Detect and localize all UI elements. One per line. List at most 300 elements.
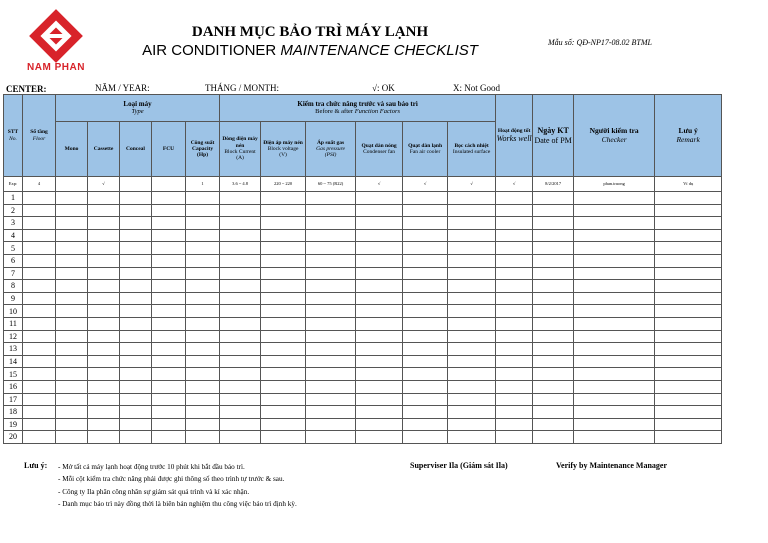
table-cell[interactable] <box>448 330 496 343</box>
table-cell[interactable] <box>261 254 306 267</box>
table-cell[interactable] <box>261 393 306 406</box>
table-cell[interactable] <box>23 330 56 343</box>
table-cell[interactable] <box>655 305 722 318</box>
table-cell[interactable] <box>152 192 186 205</box>
table-cell[interactable] <box>403 343 448 356</box>
table-cell[interactable] <box>23 317 56 330</box>
table-cell[interactable] <box>88 317 120 330</box>
table-cell[interactable] <box>152 305 186 318</box>
table-cell[interactable] <box>655 242 722 255</box>
table-cell[interactable] <box>152 431 186 444</box>
table-cell[interactable] <box>403 267 448 280</box>
table-cell[interactable] <box>152 204 186 217</box>
table-cell[interactable] <box>496 380 533 393</box>
table-cell[interactable] <box>533 254 574 267</box>
table-cell[interactable] <box>220 267 261 280</box>
table-cell[interactable] <box>23 292 56 305</box>
table-cell[interactable] <box>120 317 152 330</box>
table-cell[interactable] <box>220 292 261 305</box>
table-cell[interactable] <box>56 267 88 280</box>
table-cell[interactable] <box>152 267 186 280</box>
table-cell[interactable] <box>152 406 186 419</box>
table-cell[interactable] <box>88 267 120 280</box>
table-cell[interactable] <box>655 393 722 406</box>
table-cell[interactable] <box>306 242 356 255</box>
table-cell[interactable] <box>261 355 306 368</box>
table-cell[interactable] <box>356 280 403 293</box>
table-cell[interactable] <box>496 204 533 217</box>
table-cell[interactable] <box>533 317 574 330</box>
table-cell[interactable] <box>23 418 56 431</box>
table-cell[interactable] <box>120 368 152 381</box>
table-cell[interactable] <box>496 305 533 318</box>
table-cell[interactable] <box>120 192 152 205</box>
table-cell[interactable] <box>23 355 56 368</box>
table-cell[interactable] <box>261 431 306 444</box>
table-cell[interactable] <box>448 280 496 293</box>
table-cell[interactable] <box>23 393 56 406</box>
table-cell[interactable] <box>120 406 152 419</box>
table-cell[interactable] <box>403 242 448 255</box>
table-cell[interactable] <box>448 393 496 406</box>
table-cell[interactable] <box>403 431 448 444</box>
table-cell[interactable] <box>186 431 220 444</box>
table-cell[interactable] <box>574 192 655 205</box>
table-cell[interactable] <box>496 254 533 267</box>
table-cell[interactable] <box>496 242 533 255</box>
table-cell[interactable] <box>403 305 448 318</box>
table-cell[interactable] <box>56 380 88 393</box>
table-cell[interactable] <box>448 192 496 205</box>
table-cell[interactable] <box>533 292 574 305</box>
table-cell[interactable] <box>574 242 655 255</box>
table-cell[interactable] <box>88 305 120 318</box>
table-cell[interactable] <box>186 229 220 242</box>
table-cell[interactable] <box>655 355 722 368</box>
table-cell[interactable] <box>533 305 574 318</box>
table-cell[interactable] <box>56 343 88 356</box>
table-cell[interactable] <box>120 242 152 255</box>
table-cell[interactable] <box>403 355 448 368</box>
table-cell[interactable] <box>448 380 496 393</box>
table-cell[interactable] <box>152 355 186 368</box>
table-cell[interactable] <box>655 330 722 343</box>
table-cell[interactable] <box>533 217 574 230</box>
table-cell[interactable] <box>152 393 186 406</box>
table-cell[interactable] <box>496 267 533 280</box>
table-cell[interactable] <box>306 393 356 406</box>
table-cell[interactable] <box>152 217 186 230</box>
table-cell[interactable] <box>56 418 88 431</box>
table-cell[interactable] <box>56 242 88 255</box>
table-cell[interactable] <box>220 204 261 217</box>
table-cell[interactable] <box>574 267 655 280</box>
table-cell[interactable] <box>186 317 220 330</box>
table-cell[interactable] <box>448 267 496 280</box>
table-cell[interactable] <box>152 254 186 267</box>
table-cell[interactable] <box>186 204 220 217</box>
table-cell[interactable] <box>306 431 356 444</box>
table-cell[interactable] <box>220 380 261 393</box>
table-cell[interactable] <box>88 393 120 406</box>
table-cell[interactable] <box>448 305 496 318</box>
table-cell[interactable] <box>186 254 220 267</box>
table-cell[interactable] <box>220 343 261 356</box>
table-cell[interactable] <box>306 418 356 431</box>
table-cell[interactable] <box>655 267 722 280</box>
table-cell[interactable] <box>448 204 496 217</box>
table-cell[interactable] <box>533 393 574 406</box>
table-cell[interactable] <box>88 368 120 381</box>
table-cell[interactable] <box>403 380 448 393</box>
table-cell[interactable] <box>220 280 261 293</box>
table-cell[interactable] <box>496 343 533 356</box>
table-cell[interactable] <box>56 217 88 230</box>
table-cell[interactable] <box>356 204 403 217</box>
table-cell[interactable] <box>261 406 306 419</box>
table-cell[interactable] <box>152 242 186 255</box>
table-cell[interactable] <box>261 343 306 356</box>
table-cell[interactable] <box>23 192 56 205</box>
table-cell[interactable] <box>23 217 56 230</box>
table-cell[interactable] <box>306 204 356 217</box>
table-cell[interactable] <box>306 305 356 318</box>
table-cell[interactable] <box>152 292 186 305</box>
table-cell[interactable] <box>403 229 448 242</box>
table-cell[interactable] <box>220 229 261 242</box>
table-cell[interactable] <box>88 418 120 431</box>
table-cell[interactable] <box>655 292 722 305</box>
table-cell[interactable] <box>152 330 186 343</box>
table-cell[interactable] <box>533 406 574 419</box>
table-cell[interactable] <box>186 280 220 293</box>
table-cell[interactable] <box>655 317 722 330</box>
table-cell[interactable] <box>186 343 220 356</box>
table-cell[interactable] <box>88 380 120 393</box>
table-cell[interactable] <box>403 317 448 330</box>
table-cell[interactable] <box>655 254 722 267</box>
table-cell[interactable] <box>574 343 655 356</box>
table-cell[interactable] <box>56 393 88 406</box>
table-cell[interactable] <box>306 343 356 356</box>
table-cell[interactable] <box>261 217 306 230</box>
table-cell[interactable] <box>261 204 306 217</box>
table-cell[interactable] <box>220 355 261 368</box>
table-cell[interactable] <box>533 267 574 280</box>
table-cell[interactable] <box>448 418 496 431</box>
table-cell[interactable] <box>574 368 655 381</box>
table-cell[interactable] <box>261 305 306 318</box>
table-cell[interactable] <box>574 380 655 393</box>
table-cell[interactable] <box>152 343 186 356</box>
table-cell[interactable] <box>186 330 220 343</box>
table-cell[interactable] <box>261 229 306 242</box>
table-cell[interactable] <box>403 292 448 305</box>
table-cell[interactable] <box>655 431 722 444</box>
table-cell[interactable] <box>306 280 356 293</box>
table-cell[interactable] <box>574 406 655 419</box>
table-cell[interactable] <box>120 305 152 318</box>
table-cell[interactable] <box>403 393 448 406</box>
table-cell[interactable] <box>261 267 306 280</box>
table-cell[interactable] <box>261 242 306 255</box>
table-cell[interactable] <box>533 418 574 431</box>
table-cell[interactable] <box>120 204 152 217</box>
table-cell[interactable] <box>220 242 261 255</box>
table-cell[interactable] <box>533 280 574 293</box>
table-cell[interactable] <box>356 418 403 431</box>
table-cell[interactable] <box>403 204 448 217</box>
table-cell[interactable] <box>88 204 120 217</box>
table-cell[interactable] <box>56 254 88 267</box>
table-cell[interactable] <box>23 368 56 381</box>
table-cell[interactable] <box>261 418 306 431</box>
table-cell[interactable] <box>356 254 403 267</box>
table-cell[interactable] <box>574 204 655 217</box>
table-cell[interactable] <box>23 229 56 242</box>
table-cell[interactable] <box>186 192 220 205</box>
table-cell[interactable] <box>496 406 533 419</box>
table-cell[interactable] <box>120 380 152 393</box>
table-cell[interactable] <box>220 418 261 431</box>
table-cell[interactable] <box>120 393 152 406</box>
table-cell[interactable] <box>496 368 533 381</box>
table-cell[interactable] <box>56 229 88 242</box>
table-cell[interactable] <box>23 305 56 318</box>
table-cell[interactable] <box>356 317 403 330</box>
table-cell[interactable] <box>356 355 403 368</box>
table-cell[interactable] <box>88 343 120 356</box>
table-cell[interactable] <box>120 355 152 368</box>
table-cell[interactable] <box>448 406 496 419</box>
table-cell[interactable] <box>655 418 722 431</box>
table-cell[interactable] <box>120 229 152 242</box>
table-cell[interactable] <box>186 242 220 255</box>
table-cell[interactable] <box>306 317 356 330</box>
table-cell[interactable] <box>306 292 356 305</box>
table-cell[interactable] <box>574 330 655 343</box>
table-cell[interactable] <box>23 431 56 444</box>
table-cell[interactable] <box>88 406 120 419</box>
table-cell[interactable] <box>496 355 533 368</box>
table-cell[interactable] <box>496 418 533 431</box>
table-cell[interactable] <box>152 380 186 393</box>
table-cell[interactable] <box>186 305 220 318</box>
table-cell[interactable] <box>496 217 533 230</box>
table-cell[interactable] <box>88 192 120 205</box>
table-cell[interactable] <box>23 406 56 419</box>
table-cell[interactable] <box>186 380 220 393</box>
table-cell[interactable] <box>306 380 356 393</box>
table-cell[interactable] <box>356 406 403 419</box>
table-cell[interactable] <box>306 330 356 343</box>
table-cell[interactable] <box>88 280 120 293</box>
table-cell[interactable] <box>186 217 220 230</box>
table-cell[interactable] <box>356 380 403 393</box>
table-cell[interactable] <box>574 217 655 230</box>
table-cell[interactable] <box>23 254 56 267</box>
table-cell[interactable] <box>88 292 120 305</box>
table-cell[interactable] <box>23 242 56 255</box>
table-cell[interactable] <box>533 229 574 242</box>
table-cell[interactable] <box>261 330 306 343</box>
table-cell[interactable] <box>655 368 722 381</box>
table-cell[interactable] <box>56 406 88 419</box>
table-cell[interactable] <box>56 305 88 318</box>
table-cell[interactable] <box>403 406 448 419</box>
table-cell[interactable] <box>655 217 722 230</box>
table-cell[interactable] <box>306 267 356 280</box>
table-cell[interactable] <box>574 280 655 293</box>
table-cell[interactable] <box>496 292 533 305</box>
table-cell[interactable] <box>88 431 120 444</box>
table-cell[interactable] <box>496 280 533 293</box>
table-cell[interactable] <box>306 368 356 381</box>
table-cell[interactable] <box>56 192 88 205</box>
table-cell[interactable] <box>261 192 306 205</box>
table-cell[interactable] <box>356 343 403 356</box>
table-cell[interactable] <box>186 368 220 381</box>
table-cell[interactable] <box>186 393 220 406</box>
table-cell[interactable] <box>56 355 88 368</box>
table-cell[interactable] <box>448 217 496 230</box>
table-cell[interactable] <box>261 292 306 305</box>
table-cell[interactable] <box>448 355 496 368</box>
table-cell[interactable] <box>356 267 403 280</box>
table-cell[interactable] <box>574 254 655 267</box>
table-cell[interactable] <box>448 229 496 242</box>
table-cell[interactable] <box>403 192 448 205</box>
table-cell[interactable] <box>496 317 533 330</box>
table-cell[interactable] <box>655 204 722 217</box>
table-cell[interactable] <box>186 406 220 419</box>
table-cell[interactable] <box>655 192 722 205</box>
table-cell[interactable] <box>120 343 152 356</box>
table-cell[interactable] <box>356 217 403 230</box>
table-cell[interactable] <box>56 317 88 330</box>
table-cell[interactable] <box>403 254 448 267</box>
table-cell[interactable] <box>655 406 722 419</box>
table-cell[interactable] <box>88 355 120 368</box>
table-cell[interactable] <box>261 317 306 330</box>
table-cell[interactable] <box>88 242 120 255</box>
table-cell[interactable] <box>448 368 496 381</box>
table-cell[interactable] <box>220 330 261 343</box>
table-cell[interactable] <box>574 229 655 242</box>
table-cell[interactable] <box>120 292 152 305</box>
table-cell[interactable] <box>261 280 306 293</box>
table-cell[interactable] <box>23 267 56 280</box>
table-cell[interactable] <box>655 343 722 356</box>
table-cell[interactable] <box>533 343 574 356</box>
table-cell[interactable] <box>306 406 356 419</box>
table-cell[interactable] <box>496 192 533 205</box>
table-cell[interactable] <box>56 292 88 305</box>
table-cell[interactable] <box>23 204 56 217</box>
table-cell[interactable] <box>120 217 152 230</box>
table-cell[interactable] <box>88 229 120 242</box>
table-cell[interactable] <box>533 431 574 444</box>
table-cell[interactable] <box>574 317 655 330</box>
table-cell[interactable] <box>220 431 261 444</box>
table-cell[interactable] <box>496 431 533 444</box>
table-cell[interactable] <box>120 267 152 280</box>
table-cell[interactable] <box>356 393 403 406</box>
table-cell[interactable] <box>356 330 403 343</box>
table-cell[interactable] <box>533 192 574 205</box>
table-cell[interactable] <box>23 380 56 393</box>
table-cell[interactable] <box>448 292 496 305</box>
table-cell[interactable] <box>356 368 403 381</box>
table-cell[interactable] <box>306 355 356 368</box>
table-cell[interactable] <box>120 330 152 343</box>
table-cell[interactable] <box>574 355 655 368</box>
table-cell[interactable] <box>220 217 261 230</box>
table-cell[interactable] <box>655 229 722 242</box>
table-cell[interactable] <box>56 330 88 343</box>
table-cell[interactable] <box>152 229 186 242</box>
table-cell[interactable] <box>403 217 448 230</box>
table-cell[interactable] <box>448 431 496 444</box>
table-cell[interactable] <box>220 192 261 205</box>
table-cell[interactable] <box>533 368 574 381</box>
table-cell[interactable] <box>306 229 356 242</box>
table-cell[interactable] <box>574 305 655 318</box>
table-cell[interactable] <box>655 280 722 293</box>
table-cell[interactable] <box>23 343 56 356</box>
table-cell[interactable] <box>496 393 533 406</box>
table-cell[interactable] <box>152 368 186 381</box>
table-cell[interactable] <box>220 406 261 419</box>
table-cell[interactable] <box>403 280 448 293</box>
table-cell[interactable] <box>574 292 655 305</box>
table-cell[interactable] <box>574 393 655 406</box>
table-cell[interactable] <box>56 204 88 217</box>
table-cell[interactable] <box>152 418 186 431</box>
table-cell[interactable] <box>496 330 533 343</box>
table-cell[interactable] <box>152 280 186 293</box>
table-cell[interactable] <box>448 317 496 330</box>
table-cell[interactable] <box>356 305 403 318</box>
table-cell[interactable] <box>220 317 261 330</box>
table-cell[interactable] <box>220 393 261 406</box>
table-cell[interactable] <box>496 229 533 242</box>
table-cell[interactable] <box>356 431 403 444</box>
table-cell[interactable] <box>533 330 574 343</box>
table-cell[interactable] <box>120 254 152 267</box>
table-cell[interactable] <box>533 355 574 368</box>
table-cell[interactable] <box>88 254 120 267</box>
table-cell[interactable] <box>403 330 448 343</box>
table-cell[interactable] <box>306 192 356 205</box>
table-cell[interactable] <box>533 380 574 393</box>
table-cell[interactable] <box>88 330 120 343</box>
table-cell[interactable] <box>23 280 56 293</box>
table-cell[interactable] <box>533 242 574 255</box>
table-cell[interactable] <box>120 431 152 444</box>
table-cell[interactable] <box>448 343 496 356</box>
table-cell[interactable] <box>220 368 261 381</box>
table-cell[interactable] <box>56 368 88 381</box>
table-cell[interactable] <box>403 418 448 431</box>
table-cell[interactable] <box>186 355 220 368</box>
table-cell[interactable] <box>152 317 186 330</box>
table-cell[interactable] <box>261 368 306 381</box>
table-cell[interactable] <box>356 242 403 255</box>
table-cell[interactable] <box>120 418 152 431</box>
table-cell[interactable] <box>220 305 261 318</box>
table-cell[interactable] <box>120 280 152 293</box>
